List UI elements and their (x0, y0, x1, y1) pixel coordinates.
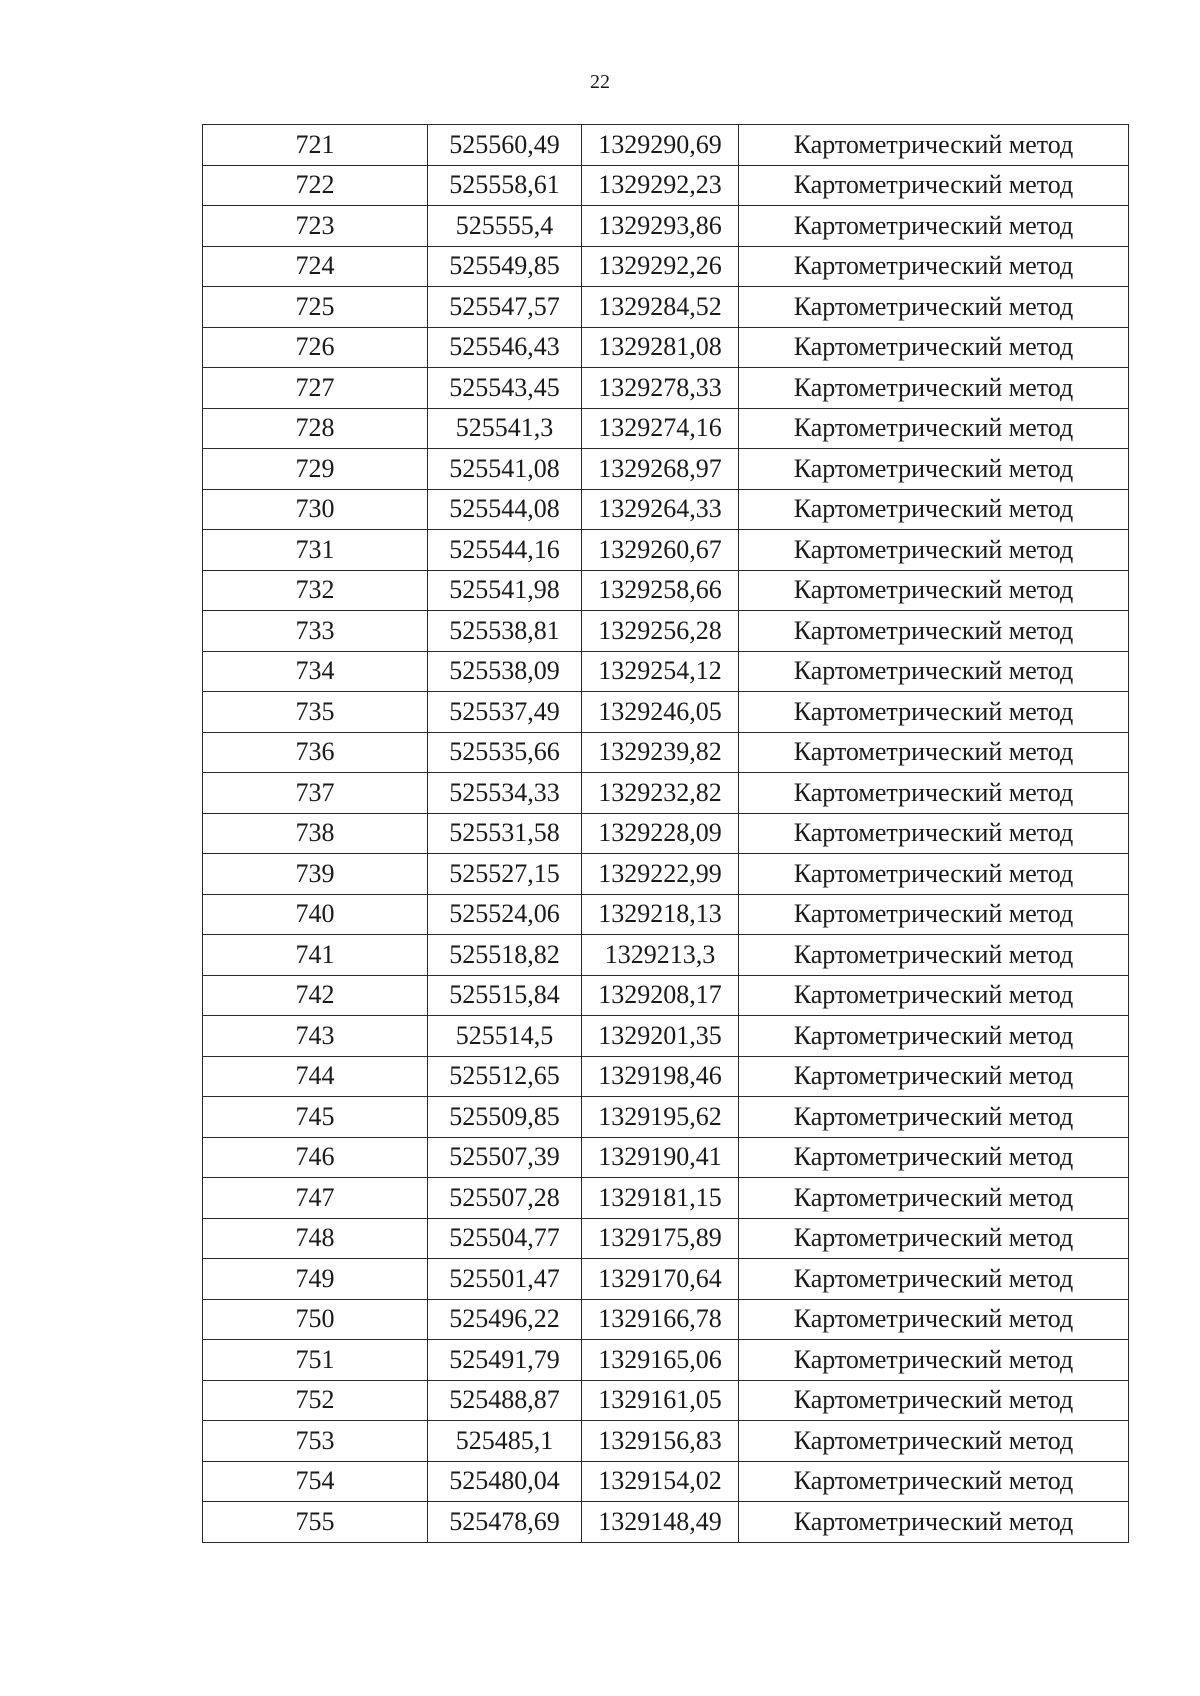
method-cell: Картометрический метод (739, 651, 1129, 692)
point-number-cell: 747 (203, 1178, 428, 1219)
table-row (203, 1218, 1129, 1259)
method-cell: Картометрический метод (739, 1097, 1129, 1138)
x-coordinate-cell: 525531,58 (428, 813, 582, 854)
table-row (203, 1299, 1129, 1340)
table-row (203, 1340, 1129, 1381)
table-row (203, 530, 1129, 571)
x-coordinate-cell: 525507,28 (428, 1178, 582, 1219)
point-number-cell: 742 (203, 975, 428, 1016)
table-row (203, 206, 1129, 247)
x-coordinate-cell: 525512,65 (428, 1056, 582, 1097)
method-cell: Картометрический метод (739, 732, 1129, 773)
method-cell: Картометрический метод (739, 1340, 1129, 1381)
x-coordinate-cell: 525534,33 (428, 773, 582, 814)
point-number-cell: 737 (203, 773, 428, 814)
table-row (203, 1380, 1129, 1421)
x-coordinate-cell: 525515,84 (428, 975, 582, 1016)
table-row (203, 449, 1129, 490)
method-cell: Картометрический метод (739, 1016, 1129, 1057)
point-number-cell: 730 (203, 489, 428, 530)
point-number-cell: 751 (203, 1340, 428, 1381)
x-coordinate-cell: 525501,47 (428, 1259, 582, 1300)
x-coordinate-cell: 525535,66 (428, 732, 582, 773)
y-coordinate-cell: 1329268,97 (582, 449, 739, 490)
y-coordinate-cell: 1329290,69 (582, 125, 739, 166)
x-coordinate-cell: 525480,04 (428, 1461, 582, 1502)
table-row (203, 692, 1129, 733)
point-number-cell: 739 (203, 854, 428, 895)
point-number-cell: 721 (203, 125, 428, 166)
method-cell: Картометрический метод (739, 368, 1129, 409)
x-coordinate-cell: 525507,39 (428, 1137, 582, 1178)
y-coordinate-cell: 1329284,52 (582, 287, 739, 328)
table-row (203, 894, 1129, 935)
point-number-cell: 744 (203, 1056, 428, 1097)
x-coordinate-cell: 525527,15 (428, 854, 582, 895)
point-number-cell: 743 (203, 1016, 428, 1057)
method-cell: Картометрический метод (739, 1502, 1129, 1543)
method-cell: Картометрический метод (739, 1259, 1129, 1300)
y-coordinate-cell: 1329161,05 (582, 1380, 739, 1421)
table-row (203, 246, 1129, 287)
method-cell: Картометрический метод (739, 1461, 1129, 1502)
x-coordinate-cell: 525541,98 (428, 570, 582, 611)
x-coordinate-cell: 525524,06 (428, 894, 582, 935)
y-coordinate-cell: 1329256,28 (582, 611, 739, 652)
point-number-cell: 722 (203, 165, 428, 206)
x-coordinate-cell: 525549,85 (428, 246, 582, 287)
method-cell: Картометрический метод (739, 449, 1129, 490)
method-cell: Картометрический метод (739, 894, 1129, 935)
method-cell: Картометрический метод (739, 570, 1129, 611)
x-coordinate-cell: 525541,08 (428, 449, 582, 490)
method-cell: Картометрический метод (739, 854, 1129, 895)
method-cell: Картометрический метод (739, 165, 1129, 206)
method-cell: Картометрический метод (739, 287, 1129, 328)
point-number-cell: 736 (203, 732, 428, 773)
point-number-cell: 726 (203, 327, 428, 368)
x-coordinate-cell: 525541,3 (428, 408, 582, 449)
point-number-cell: 746 (203, 1137, 428, 1178)
method-cell: Картометрический метод (739, 246, 1129, 287)
table-row (203, 489, 1129, 530)
x-coordinate-cell: 525514,5 (428, 1016, 582, 1057)
method-cell: Картометрический метод (739, 1218, 1129, 1259)
point-number-cell: 750 (203, 1299, 428, 1340)
y-coordinate-cell: 1329254,12 (582, 651, 739, 692)
x-coordinate-cell: 525488,87 (428, 1380, 582, 1421)
method-cell: Картометрический метод (739, 1137, 1129, 1178)
point-number-cell: 725 (203, 287, 428, 328)
y-coordinate-cell: 1329281,08 (582, 327, 739, 368)
x-coordinate-cell: 525537,49 (428, 692, 582, 733)
method-cell: Картометрический метод (739, 489, 1129, 530)
point-number-cell: 727 (203, 368, 428, 409)
point-number-cell: 733 (203, 611, 428, 652)
y-coordinate-cell: 1329156,83 (582, 1421, 739, 1462)
point-number-cell: 741 (203, 935, 428, 976)
y-coordinate-cell: 1329201,35 (582, 1016, 739, 1057)
table-row (203, 651, 1129, 692)
y-coordinate-cell: 1329292,26 (582, 246, 739, 287)
y-coordinate-cell: 1329258,66 (582, 570, 739, 611)
y-coordinate-cell: 1329274,16 (582, 408, 739, 449)
y-coordinate-cell: 1329208,17 (582, 975, 739, 1016)
point-number-cell: 723 (203, 206, 428, 247)
table-row (203, 287, 1129, 328)
point-number-cell: 731 (203, 530, 428, 571)
x-coordinate-cell: 525538,81 (428, 611, 582, 652)
y-coordinate-cell: 1329246,05 (582, 692, 739, 733)
y-coordinate-cell: 1329264,33 (582, 489, 739, 530)
y-coordinate-cell: 1329218,13 (582, 894, 739, 935)
method-cell: Картометрический метод (739, 975, 1129, 1016)
table-row (203, 570, 1129, 611)
table-row (203, 935, 1129, 976)
y-coordinate-cell: 1329222,99 (582, 854, 739, 895)
y-coordinate-cell: 1329232,82 (582, 773, 739, 814)
method-cell: Картометрический метод (739, 1178, 1129, 1219)
method-cell: Картометрический метод (739, 530, 1129, 571)
point-number-cell: 732 (203, 570, 428, 611)
table-row (203, 1259, 1129, 1300)
y-coordinate-cell: 1329175,89 (582, 1218, 739, 1259)
y-coordinate-cell: 1329198,46 (582, 1056, 739, 1097)
page-number: 22 (590, 71, 610, 93)
method-cell: Картометрический метод (739, 1056, 1129, 1097)
table-row (203, 611, 1129, 652)
x-coordinate-cell: 525547,57 (428, 287, 582, 328)
point-number-cell: 735 (203, 692, 428, 733)
table-row (203, 1016, 1129, 1057)
y-coordinate-cell: 1329148,49 (582, 1502, 739, 1543)
point-number-cell: 740 (203, 894, 428, 935)
y-coordinate-cell: 1329278,33 (582, 368, 739, 409)
y-coordinate-cell: 1329166,78 (582, 1299, 739, 1340)
y-coordinate-cell: 1329181,15 (582, 1178, 739, 1219)
method-cell: Картометрический метод (739, 813, 1129, 854)
method-cell: Картометрический метод (739, 611, 1129, 652)
table-row (203, 732, 1129, 773)
method-cell: Картометрический метод (739, 935, 1129, 976)
table-row (203, 813, 1129, 854)
x-coordinate-cell: 525555,4 (428, 206, 582, 247)
method-cell: Картометрический метод (739, 1421, 1129, 1462)
x-coordinate-cell: 525496,22 (428, 1299, 582, 1340)
y-coordinate-cell: 1329239,82 (582, 732, 739, 773)
coordinates-table-body (203, 125, 1129, 1543)
table-row (203, 1461, 1129, 1502)
x-coordinate-cell: 525546,43 (428, 327, 582, 368)
y-coordinate-cell: 1329195,62 (582, 1097, 739, 1138)
method-cell: Картометрический метод (739, 1380, 1129, 1421)
y-coordinate-cell: 1329228,09 (582, 813, 739, 854)
y-coordinate-cell: 1329154,02 (582, 1461, 739, 1502)
y-coordinate-cell: 1329165,06 (582, 1340, 739, 1381)
point-number-cell: 755 (203, 1502, 428, 1543)
table-row (203, 1502, 1129, 1543)
table-row (203, 327, 1129, 368)
point-number-cell: 728 (203, 408, 428, 449)
point-number-cell: 754 (203, 1461, 428, 1502)
method-cell: Картометрический метод (739, 408, 1129, 449)
table-row (203, 1178, 1129, 1219)
x-coordinate-cell: 525509,85 (428, 1097, 582, 1138)
y-coordinate-cell: 1329190,41 (582, 1137, 739, 1178)
x-coordinate-cell: 525544,08 (428, 489, 582, 530)
table-row (203, 408, 1129, 449)
table-row (203, 1097, 1129, 1138)
x-coordinate-cell: 525543,45 (428, 368, 582, 409)
table-row (203, 975, 1129, 1016)
table-row (203, 1137, 1129, 1178)
point-number-cell: 738 (203, 813, 428, 854)
x-coordinate-cell: 525544,16 (428, 530, 582, 571)
method-cell: Картометрический метод (739, 125, 1129, 166)
table-row (203, 1421, 1129, 1462)
point-number-cell: 734 (203, 651, 428, 692)
point-number-cell: 752 (203, 1380, 428, 1421)
x-coordinate-cell: 525560,49 (428, 125, 582, 166)
table-row (203, 854, 1129, 895)
point-number-cell: 745 (203, 1097, 428, 1138)
coordinates-table (202, 124, 1129, 1543)
table-row (203, 165, 1129, 206)
method-cell: Картометрический метод (739, 327, 1129, 368)
method-cell: Картометрический метод (739, 1299, 1129, 1340)
point-number-cell: 748 (203, 1218, 428, 1259)
table-row (203, 125, 1129, 166)
y-coordinate-cell: 1329260,67 (582, 530, 739, 571)
x-coordinate-cell: 525518,82 (428, 935, 582, 976)
table-row (203, 1056, 1129, 1097)
point-number-cell: 724 (203, 246, 428, 287)
x-coordinate-cell: 525478,69 (428, 1502, 582, 1543)
y-coordinate-cell: 1329292,23 (582, 165, 739, 206)
point-number-cell: 729 (203, 449, 428, 490)
x-coordinate-cell: 525485,1 (428, 1421, 582, 1462)
method-cell: Картометрический метод (739, 206, 1129, 247)
x-coordinate-cell: 525558,61 (428, 165, 582, 206)
x-coordinate-cell: 525504,77 (428, 1218, 582, 1259)
x-coordinate-cell: 525491,79 (428, 1340, 582, 1381)
y-coordinate-cell: 1329170,64 (582, 1259, 739, 1300)
x-coordinate-cell: 525538,09 (428, 651, 582, 692)
y-coordinate-cell: 1329213,3 (582, 935, 739, 976)
point-number-cell: 753 (203, 1421, 428, 1462)
method-cell: Картометрический метод (739, 773, 1129, 814)
y-coordinate-cell: 1329293,86 (582, 206, 739, 247)
table-row (203, 368, 1129, 409)
method-cell: Картометрический метод (739, 692, 1129, 733)
table-row (203, 773, 1129, 814)
point-number-cell: 749 (203, 1259, 428, 1300)
